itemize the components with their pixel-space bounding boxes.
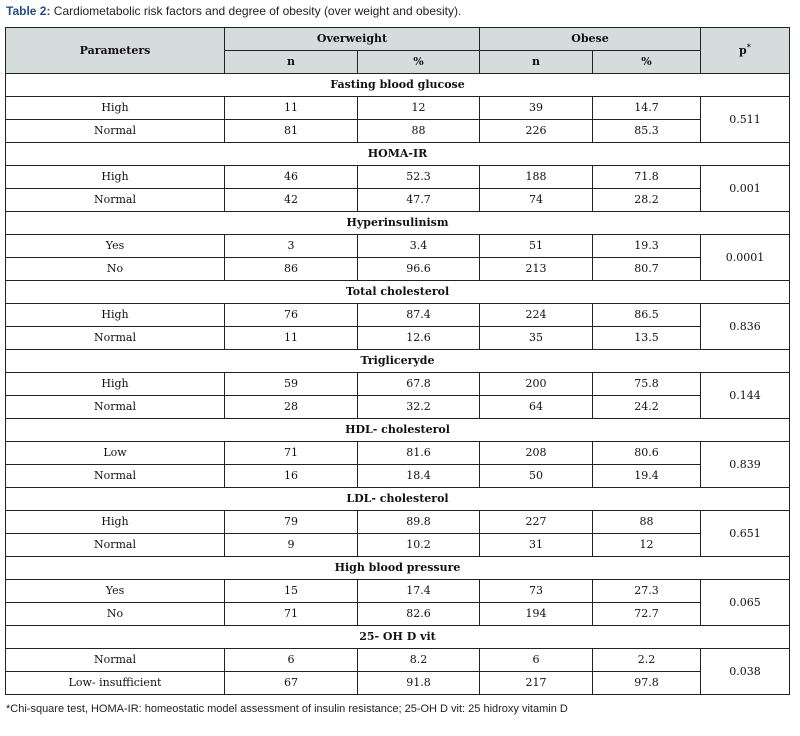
risk-factors-table: [5, 27, 790, 695]
cell-ow-pct: 82.6: [358, 603, 480, 626]
cell-ob-pct: 71.8: [593, 166, 701, 189]
group-title: HOMA-IR: [6, 143, 790, 166]
cell-ow-n: 59: [225, 373, 358, 396]
cell-ob-pct: 80.6: [593, 442, 701, 465]
table-row: [6, 672, 790, 695]
cell-ow-n: 42: [225, 189, 358, 212]
cell-ow-pct: 89.8: [358, 511, 480, 534]
cell-p-value: 0.001: [701, 166, 790, 212]
cell-ob-n: 35: [480, 327, 593, 350]
cell-ow-pct: 10.2: [358, 534, 480, 557]
cell-p-value: 0.144: [701, 373, 790, 419]
cell-ob-pct: 85.3: [593, 120, 701, 143]
cell-ow-n: 11: [225, 327, 358, 350]
cell-ow-n: 67: [225, 672, 358, 695]
cell-ow-pct: 17.4: [358, 580, 480, 603]
cell-ob-pct: 88: [593, 511, 701, 534]
cell-label: Normal: [6, 120, 225, 143]
cell-label: Normal: [6, 189, 225, 212]
cell-ob-n: 50: [480, 465, 593, 488]
cell-ob-n: 227: [480, 511, 593, 534]
cell-ob-pct: 72.7: [593, 603, 701, 626]
cell-ow-n: 11: [225, 97, 358, 120]
cell-p-value: 0.651: [701, 511, 790, 557]
cell-ow-pct: 81.6: [358, 442, 480, 465]
cell-ob-n: 74: [480, 189, 593, 212]
table-row: [6, 97, 790, 120]
group-header-row: [6, 74, 790, 97]
cell-ow-n: 86: [225, 258, 358, 281]
cell-ow-pct: 91.8: [358, 672, 480, 695]
group-title: Fasting blood glucose: [6, 74, 790, 97]
cell-label: High: [6, 97, 225, 120]
table-row: [6, 373, 790, 396]
cell-ow-n: 28: [225, 396, 358, 419]
table-row: [6, 120, 790, 143]
table-row: [6, 235, 790, 258]
table-row: [6, 603, 790, 626]
cell-label: Low: [6, 442, 225, 465]
table-row: [6, 465, 790, 488]
cell-ow-pct: 3.4: [358, 235, 480, 258]
group-header-row: [6, 212, 790, 235]
table-row: [6, 534, 790, 557]
cell-ow-n: 46: [225, 166, 358, 189]
cell-ob-pct: 2.2: [593, 649, 701, 672]
table-row: [6, 511, 790, 534]
cell-ob-n: 226: [480, 120, 593, 143]
cell-ob-n: 39: [480, 97, 593, 120]
cell-ob-n: 200: [480, 373, 593, 396]
header-obese-n: n: [480, 51, 593, 74]
cell-ob-pct: 19.4: [593, 465, 701, 488]
cell-ow-n: 16: [225, 465, 358, 488]
cell-ow-n: 76: [225, 304, 358, 327]
cell-ob-pct: 12: [593, 534, 701, 557]
cell-label: Normal: [6, 465, 225, 488]
cell-ow-n: 9: [225, 534, 358, 557]
cell-ob-n: 213: [480, 258, 593, 281]
group-title: High blood pressure: [6, 557, 790, 580]
group-title: Trigliceryde: [6, 350, 790, 373]
header-p-value: p*: [701, 28, 790, 74]
cell-p-value: 0.065: [701, 580, 790, 626]
header-obese: Obese: [480, 28, 701, 51]
group-header-row: [6, 143, 790, 166]
table-row: [6, 258, 790, 281]
group-title: HDL- cholesterol: [6, 419, 790, 442]
cell-ow-n: 81: [225, 120, 358, 143]
cell-ob-pct: 27.3: [593, 580, 701, 603]
cell-ow-n: 6: [225, 649, 358, 672]
table-header: [6, 28, 790, 74]
cell-p-value: 0.511: [701, 97, 790, 143]
cell-ow-pct: 88: [358, 120, 480, 143]
table-row: [6, 396, 790, 419]
cell-p-value: 0.0001: [701, 235, 790, 281]
group-header-row: [6, 350, 790, 373]
cell-ow-pct: 12: [358, 97, 480, 120]
cell-ob-pct: 19.3: [593, 235, 701, 258]
cell-label: No: [6, 603, 225, 626]
group-title: LDL- cholesterol: [6, 488, 790, 511]
cell-ob-n: 217: [480, 672, 593, 695]
cell-label: Normal: [6, 649, 225, 672]
table-row: [6, 580, 790, 603]
cell-label: Normal: [6, 327, 225, 350]
header-obese-pct: %: [593, 51, 701, 74]
table-row: [6, 304, 790, 327]
cell-ob-pct: 24.2: [593, 396, 701, 419]
caption-label: Table 2:: [6, 4, 51, 18]
cell-ob-pct: 13.5: [593, 327, 701, 350]
group-header-row: [6, 626, 790, 649]
table-row: [6, 166, 790, 189]
cell-label: Yes: [6, 580, 225, 603]
cell-ow-pct: 87.4: [358, 304, 480, 327]
cell-label: High: [6, 511, 225, 534]
cell-ob-n: 224: [480, 304, 593, 327]
cell-ob-pct: 14.7: [593, 97, 701, 120]
group-header-row: [6, 488, 790, 511]
cell-ow-pct: 12.6: [358, 327, 480, 350]
table-row: [6, 189, 790, 212]
cell-ob-n: 51: [480, 235, 593, 258]
header-overweight-n: n: [225, 51, 358, 74]
group-header-row: [6, 281, 790, 304]
cell-ob-n: 31: [480, 534, 593, 557]
cell-ob-pct: 97.8: [593, 672, 701, 695]
cell-p-value: 0.836: [701, 304, 790, 350]
cell-label: High: [6, 166, 225, 189]
header-overweight-pct: %: [358, 51, 480, 74]
cell-label: Yes: [6, 235, 225, 258]
cell-p-value: 0.038: [701, 649, 790, 695]
cell-ow-pct: 47.7: [358, 189, 480, 212]
table-row: [6, 649, 790, 672]
cell-p-value: 0.839: [701, 442, 790, 488]
header-overweight: Overweight: [225, 28, 480, 51]
cell-label: Normal: [6, 396, 225, 419]
cell-label: Normal: [6, 534, 225, 557]
cell-ow-pct: 32.2: [358, 396, 480, 419]
cell-label: Low- insufficient: [6, 672, 225, 695]
table-caption: [6, 4, 461, 18]
group-title: Total cholesterol: [6, 281, 790, 304]
table-row: [6, 327, 790, 350]
cell-ow-pct: 8.2: [358, 649, 480, 672]
cell-label: No: [6, 258, 225, 281]
cell-ob-pct: 86.5: [593, 304, 701, 327]
group-header-row: [6, 419, 790, 442]
cell-ob-pct: 28.2: [593, 189, 701, 212]
cell-ow-pct: 67.8: [358, 373, 480, 396]
cell-ow-n: 3: [225, 235, 358, 258]
cell-ob-pct: 80.7: [593, 258, 701, 281]
cell-ob-n: 64: [480, 396, 593, 419]
table-row: [6, 442, 790, 465]
cell-ow-n: 15: [225, 580, 358, 603]
table-body: [6, 74, 790, 695]
cell-ow-pct: 52.3: [358, 166, 480, 189]
group-title: 25- OH D vit: [6, 626, 790, 649]
group-title: Hyperinsulinism: [6, 212, 790, 235]
cell-ow-n: 71: [225, 603, 358, 626]
cell-label: High: [6, 373, 225, 396]
header-parameters: Parameters: [6, 28, 225, 74]
cell-ow-pct: 96.6: [358, 258, 480, 281]
cell-ob-n: 208: [480, 442, 593, 465]
caption-text: Cardiometabolic risk factors and degree of obesity (over weight and obesity).: [50, 4, 462, 18]
cell-ob-n: 6: [480, 649, 593, 672]
cell-ob-n: 194: [480, 603, 593, 626]
group-header-row: [6, 557, 790, 580]
cell-ow-n: 79: [225, 511, 358, 534]
cell-ob-n: 73: [480, 580, 593, 603]
cell-ow-n: 71: [225, 442, 358, 465]
table-footnote: *Chi-square test, HOMA-IR: homeostatic model assessment of insulin resistance; 25-OH D vit: 25 hidroxy vitamin D: [6, 703, 568, 715]
cell-label: High: [6, 304, 225, 327]
cell-ow-pct: 18.4: [358, 465, 480, 488]
cell-ob-pct: 75.8: [593, 373, 701, 396]
cell-ob-n: 188: [480, 166, 593, 189]
